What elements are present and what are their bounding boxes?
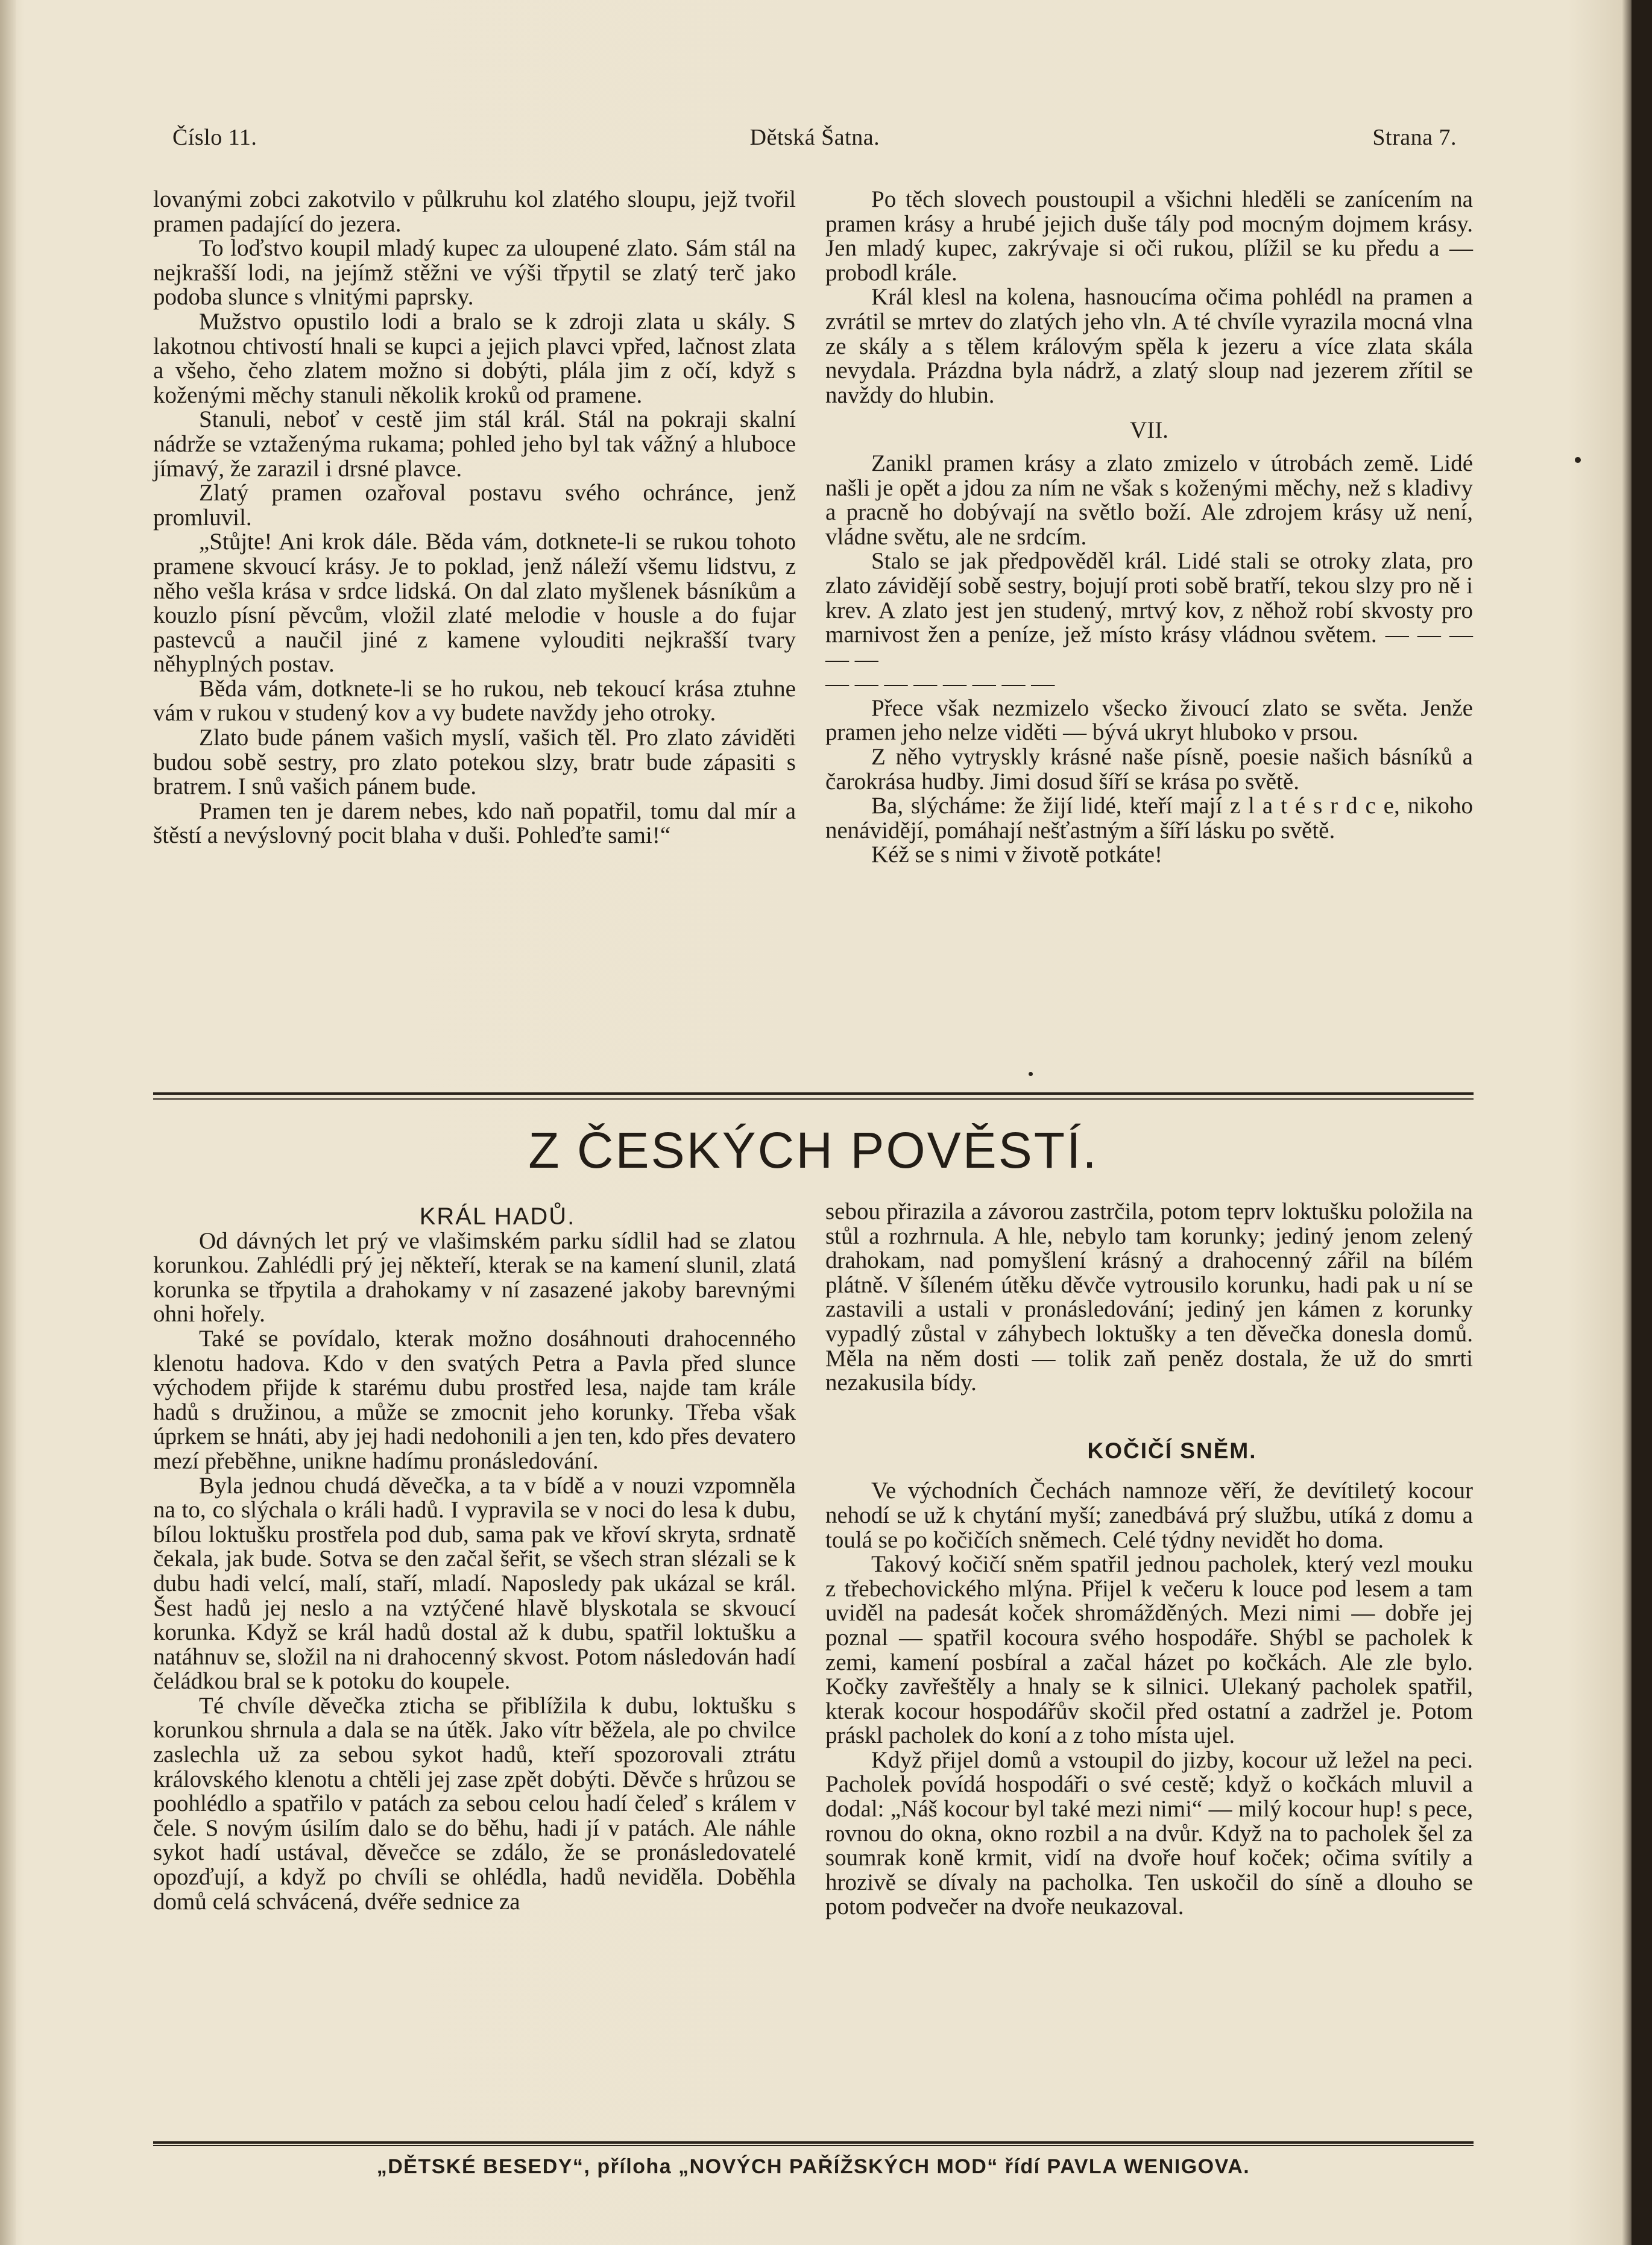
paragraph: Zlato bude pánem vašich myslí, vašich těl. Pro zlato záviděti budou sobě sestry, pro zlato potekou slzy, bratr bude zápasiti s bratrem. I snů vašich pánem bude. (153, 725, 796, 800)
running-header (172, 124, 1457, 154)
legend-column-left (153, 1204, 796, 1914)
story-column-right (825, 187, 1473, 867)
paragraph: lovanými zobci zakotvilo v půlkruhu kol zlatého sloupu, jejž tvořil pramen padající do jezera. (153, 186, 796, 237)
paragraph: To loďstvo koupil mladý kupec za uloupené zlato. Sám stál na nejkrašší lodi, na jejímž stěžni ve výši třpytil se zlatý terč jako podoba slunce s vlnitými paprsky. (153, 235, 796, 310)
paragraph: Té chvíle děvečka zticha se přiblížila k dubu, loktušku s korunkou shrnula a dala se na útěk. Jako vítr běžela, ale po chvilce zaslechla už za sebou sykot hadů, kteří spozorovali ztrátu královského klenotu a chtěli jej zase zpět dobýti. Děvče s hrůzou se poohlédlo a spatřilo v patách za sebou celou hadí čeleď s králem v čele. S novým úsilím dalo se do běhu, hadi jí v patách. Ale náhle sykot hadí ustával, děvečce se zdálo, že se pronásledovatelé opozďují, a když po chvíli se ohlédla, hadů neviděla. Doběhla domů celá schvácená, dvéře sednice za (153, 1692, 796, 1915)
paragraph: Zanikl pramen krásy a zlato zmizelo v útrobách země. Lidé našli je opět a jdou za ním ne však s koženými měchy, než s kladivy a pracně ho dobývají na světlo boží. Ale zdrojem krásy už není, vládne světu, ale ne srdcím. (825, 450, 1473, 550)
publication-title: Dětská Šatna. (749, 125, 880, 150)
story-title-kral-hadu: KRÁL HADŮ. (419, 1203, 576, 1230)
paragraph: sebou přirazila a závorou zastrčila, potom teprv loktušku položila na stůl a rozhrnula. A hle, nebylo tam korunky; jediný jenom zelený drahokam, nad pomyšlení krásný a drahocenný zářil na bílém plátně. V šíleném útěku děvče vytrousilo korunku, hadi pak u ní se zastavili a ustali v pronásledování; jediný jen kámen z korunky vypadlý zůstal v záhybech loktušky a ten děvečka donesla domů. Měla na něm dosti — tolik zaň peněz dostala, že už do smrti nezakusila bídy. (825, 1198, 1473, 1396)
separator-dashes: — — — — — — — — (825, 670, 1055, 697)
section-number: VII. (1130, 417, 1168, 444)
paragraph: Král klesl na kolena, hasnoucíma očima pohlédl na pramen a zvrátil se mrtev do zlatých jeho vln. A té chvíle vyrazila mocná vlna ze skály a s tělem královým spěla k jezeru a více zlata skála nevydala. Prázdna byla nádrž, a zlatý sloup nad jezerem zřítil se navždy do hlubin. (825, 284, 1473, 408)
paragraph: Zlatý pramen ozařoval postavu svého ochránce, jenž promluvil. (153, 480, 796, 531)
paragraph: Pramen ten je darem nebes, kdo naň popatřil, tomu dal mír a štěstí a nevýslovný pocit blaha v duši. Pohleďte sami!“ (153, 798, 796, 849)
paragraph: „Stůjte! Ani krok dále. Běda vám, dotknete-li se rukou tohoto pramene skvoucí krásy. Je to poklad, jenž náleží všemu lidstvu, z něho vešla krása v srdce lidská. On dal zlato myšlenek básníkům a kouzlo písní pěvcům, vložil zlaté melodie v housle a do fujar pastevců a naučil jiné z kamene vylouditi nejkrašší tvary něhyplných postav. (153, 529, 796, 678)
paragraph: Kéž se s nimi v životě potkáte! (871, 842, 1163, 868)
paragraph: Z něho vytryskly krásné naše písně, poesie našich básníků a čarokrása hudby. Jimi dosud šíří se krása po světě. (825, 744, 1473, 795)
print-speck (1029, 1072, 1033, 1076)
legend-column-right (825, 1200, 1473, 1919)
paragraph: Od dávných let prý ve vlašimském parku sídlil had se zlatou korunkou. Zahlédli prý jej někteří, kterak se na kamení slunil, zlatá korunka se třpytila a drahokamy v ní zasazené jakoby barevnými ohni hořely. (153, 1227, 796, 1327)
paragraph: Takový kočičí sněm spatřil jednou pacholek, který vezl mouku z třebechovického mlýna. Přijel k večeru k louce pod lesem a tam uviděl na padesát koček shromážděných. Mezi nimi — dobře jej poznal — spatřil kocoura svého hospodáře. Shýbl se pacholek k zemi, kamení posbíral a začal házet po kočkách. Ale zle bylo. Kočky zavřeštěly a hnaly se k silnici. Ulekaný pacholek spatřil, kterak kocour hospodářův skočil před ostatní a zadržel je. Potom práskl pacholek do koní a z toho místa ujel. (825, 1551, 1473, 1749)
story-title-kocici-snem: KOČIČÍ SNĚM. (1087, 1438, 1257, 1463)
paragraph: Byla jednou chudá děvečka, a ta v bídě a v nouzi vzpomněla na to, co slýchala o králi hadů. I vypravila se v noci do lesa k dubu, bílou loktušku prostřela pod dub, sama pak ve křoví skryta, srdnatě čekala, jak bude. Sotva se den začal šeřit, se všech stran slézali se k dubu hadi velcí, malí, staří, mladí. Naposledy pak ukázal se král. Šest hadů jej neslo a na vztýčené hlavě blyskotala se skvoucí korunka. Když se král hadů dostal až k dubu, spatřil loktušku a natáhnuv se, složil na ni drahocenný skvost. Potom následován hadí čeládkou bral se k potoku do koupele. (153, 1472, 796, 1695)
paragraph: Přece však nezmizelo všecko živoucí zlato se světa. Jenže pramen jeho nelze viděti — bývá ukryt hluboko v prsou. (825, 694, 1473, 746)
paragraph: Také se povídalo, kterak možno dosáhnouti drahocenného klenotu hadova. Kdo v den svatých Petra a Pavla před slunce východem přijde k starému dubu prostřed lesa, najde tam krále hadů s družinou, a může se zmocnit jeho korunky. Třeba však úprkem se hnáti, aby jej hadi nedohonili a jen ten, kdo přes devatero mezí přeběhne, unikne hadímu pronásledování. (153, 1325, 796, 1474)
paragraph: Když přijel domů a vstoupil do jizby, kocour už ležel na peci. Pacholek povídá hospodáři o své cestě; když o kočkách mluvil a dodal: „Náš kocour byl také mezi nimi“ — milý kocour hup! s pece, rovnou do okna, okno rozbil a na dvůr. Když na to pacholek šel za soumrak koně krmit, vidí na dvoře houf koček; očima svítily a hrozivě se dívaly na pacholka. Ten uskočil do síně a dlouho se potom podvečer na dvoře neukazoval. (825, 1746, 1473, 1920)
story-column-left (153, 187, 796, 848)
footer-divider (153, 2141, 1474, 2146)
section-divider (153, 1092, 1474, 1100)
paragraph: Mužstvo opustilo lodi a bralo se k zdroji zlata u skály. S lakotnou chtivostí hnali se kupci a jejich plavci vpřed, lačnost zlata a všeho, čeho zlatem možno si dobýti, plála jim z očí, když s koženými měchy stanuli několik kroků od pramene. (153, 308, 796, 408)
page-edge (1632, 0, 1652, 2245)
paragraph: Běda vám, dotknete-li se ho rukou, neb tekoucí krása ztuhne vám v rukou v studený kov a vy budete navždy jeho otroky. (153, 675, 796, 726)
paragraph: Po těch slovech poustoupil a všichni hleděli se zanícením na pramen krásy a hrubé jejich duše tály pod mocným dojmem krásy. Jen mladý kupec, zakrývaje si oči rukou, plížil se ku předu a — probodl krále. (825, 186, 1473, 286)
section-title: Z ČESKÝCH POVĚSTÍ. (528, 1122, 1099, 1179)
page-spine (0, 0, 16, 2245)
page-number: Strana 7. (1372, 125, 1457, 150)
print-speck (1575, 457, 1581, 463)
paragraph: Stalo se jak předpověděl král. Lidé stali se otroky zlata, pro zlato závidějí sobě sestry, bojují proti sobě bratří, tekou slzy pro ně i krev. A zlato jest jen studený, mrtvý kov, z něhož robí skvosty pro marnivost žen a peníze, jež místo krásy vládnou světem. — — — — — (825, 548, 1473, 672)
paragraph: Stanuli, neboť v cestě jim stál král. Stál na pokraji skalní nádrže se vztaženýma rukama; pohled jeho byl tak vážný a hluboce jímavý, že zarazil i drsné plavce. (153, 406, 796, 482)
issue-number: Číslo 11. (172, 125, 257, 150)
paragraph: Ba, slýcháme: že žijí lidé, kteří mají z l a t é s r d c e, nikoho nenávidějí, pomáhají nešťastným a šíří lásku po světě. (825, 793, 1473, 843)
footer-credit: „DĚTSKÉ BESEDY“, příloha „NOVÝCH PAŘÍŽSKÝCH MOD“ řídí PAVLA WENIGOVA. (376, 2155, 1250, 2178)
paragraph: Ve východních Čechách namnoze věří, že devítiletý kocour nehodí se už k chytání myší; zanedbává prý službu, utíká z domu a toulá se po kočičích sněmech. Celé týdny nevidět ho doma. (825, 1478, 1473, 1553)
